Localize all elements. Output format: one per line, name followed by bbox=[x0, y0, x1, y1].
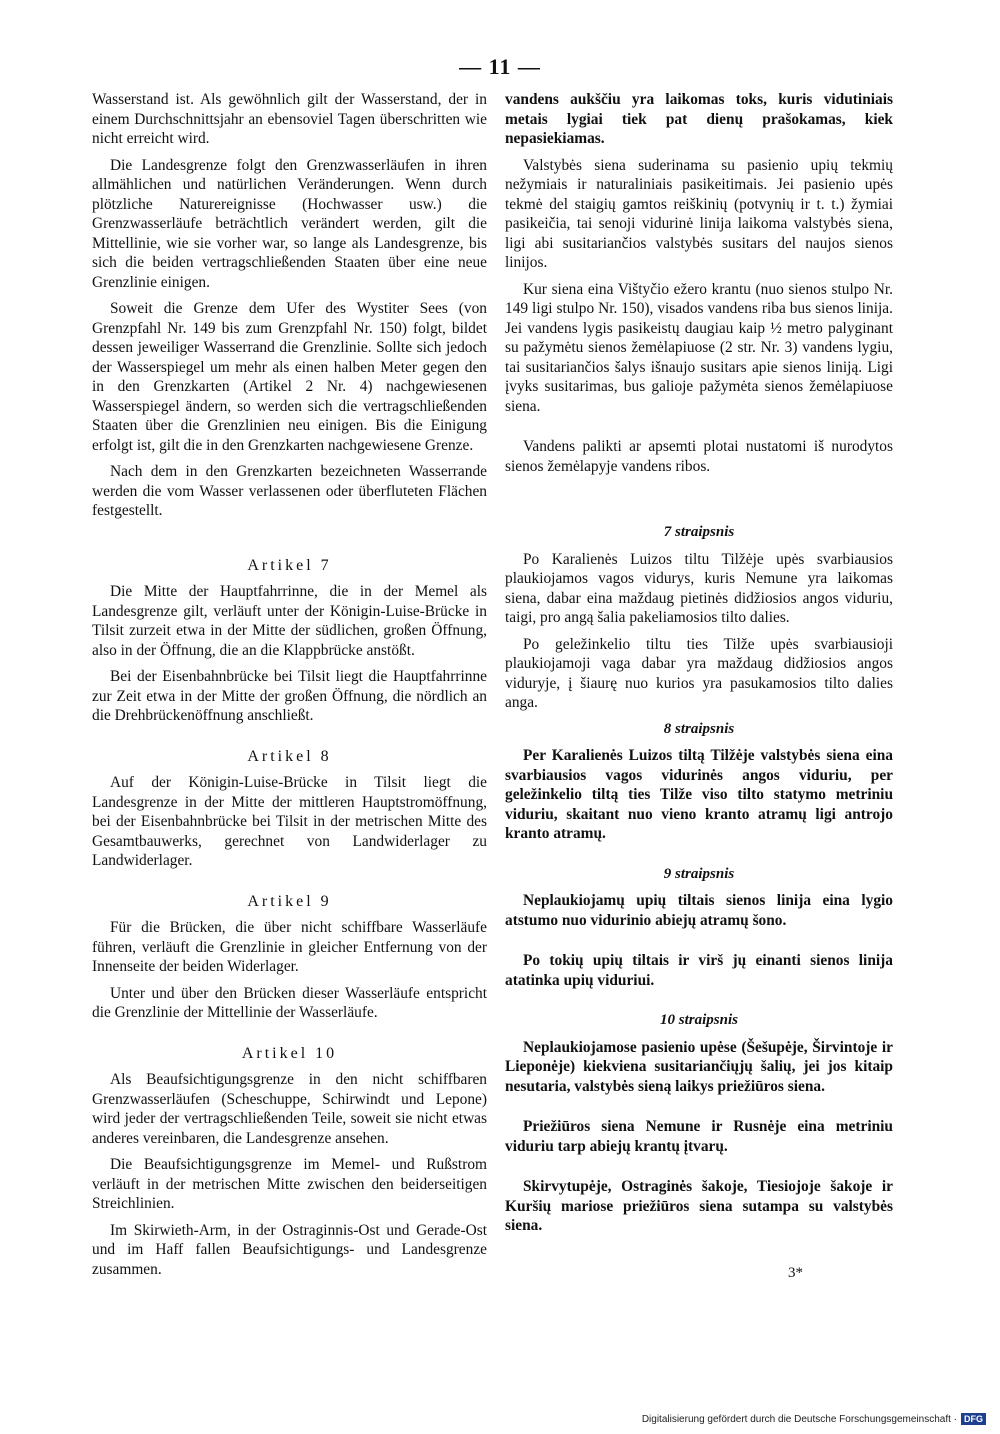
lt-paragraph: Po geležinkelio tiltu ties Tilže upės svarbiausioji plaukiojamoji vaga dabar yra maždaug didžiosios angos viduryje, į šiaurę nuo kurios yra pasukamosios tilto dalies anga. bbox=[505, 635, 893, 711]
lt-article-9-heading: 9 straipsnis bbox=[663, 865, 735, 882]
lithuanian-column bbox=[505, 90, 893, 1243]
lt-article-10-heading: 10 straipsnis bbox=[660, 1012, 738, 1028]
de-paragraph: Wasserstand ist. Als gewöhnlich gilt der Wasserstand, der in einem Durchschnittsjahr an ebensoviel Tagen überschritten wie nicht erreicht wird. bbox=[92, 91, 487, 147]
dfg-logo-icon: DFG bbox=[961, 1413, 986, 1425]
lt-paragraph: vandens aukščiu yra laikomas toks, kuris vidutiniais metais lygiai tiek pat dienų prašokamas, kiek nepasiekiamas. bbox=[505, 91, 893, 147]
lt-paragraph: Po Karalienės Luizos tiltu Tilžėje upės svarbiausios plaukiojamos vagos vidurys, kuris Nemune yra laikomas siena, dabar eina maždaug pietinės didžiosios angos viduriu, taigi, pro angą šalia pakeliamosios tilto dalies. bbox=[505, 550, 893, 626]
page-number: — 11 — bbox=[459, 54, 541, 79]
footer-text: Digitalisierung gefördert durch die Deutsche Forschungsgemeinschaft · bbox=[641, 1413, 957, 1425]
de-paragraph: Nach dem in den Grenzkarten bezeichneten Wasserrande werden die vom Wasser verlassenen oder überfluteten Flächen festgestellt. bbox=[92, 463, 487, 519]
de-paragraph: Unter und über den Brücken dieser Wasserläufe entspricht die Grenzlinie der Mittellinie der Wasserläufe. bbox=[92, 984, 487, 1021]
lt-paragraph: Priežiūros siena Nemune ir Rusnėje eina metriniu viduriu tarp abiejų krantų įtvarų. bbox=[505, 1118, 893, 1155]
lt-paragraph: Valstybės siena suderinama su pasienio upių tekmių nežymiais ir naturaliniais pasikeitimais. Jei pasienio upės tekmė del staigių gamtos reiškinių (potvynių ir t. t.) žymiai pasikeičia, tai senoji vidurinė linija laikoma valstybės siena, ligi abi susitariančios valstybės susitars del naujos sienos linijos. bbox=[505, 156, 893, 271]
de-paragraph: Bei der Eisenbahnbrücke bei Tilsit liegt die Hauptfahrrinne zur Zeit etwa in der Mitte der großen Öffnung, die nördlich an die Drehbrückenöffnung anschließt. bbox=[92, 668, 487, 724]
de-paragraph: Auf der Königin-Luise-Brücke in Tilsit liegt die Landesgrenze in der Mitte der mittleren Hauptstromöffnung, bei der Eisenbahnbrücke bei Tilsit in der metrischen Mitte des Gesamtbauwerks, gerechnet von Landwiderlager zu Landwiderlager. bbox=[92, 774, 487, 869]
de-article-10-heading: Artikel 10 bbox=[241, 1044, 338, 1062]
lt-article-8-heading: 8 straipsnis bbox=[663, 720, 735, 737]
footer-credit bbox=[642, 1413, 986, 1425]
de-paragraph: Als Beaufsichtigungsgrenze in den nicht schiffbaren Grenzwasserläufen (Scheschuppe, Schirwindt und Lepone) wird jeder der vertragschließenden Teile, soweit sie nicht etwas anderes vereinbaren, die Landesgrenze ansehen. bbox=[92, 1071, 487, 1147]
de-article-7-heading: Artikel 7 bbox=[247, 556, 332, 574]
lt-paragraph: Skirvytupėje, Ostraginės šakoje, Tiesiojoje šakoje ir Kuršių mariose priežiūros siena sutampa su valstybės siena. bbox=[505, 1178, 893, 1234]
de-paragraph: Die Mitte der Hauptfahrrinne, die in der Memel als Landesgrenze gilt, verläuft unter der Königin-Luise-Brücke in Tilsit zurzeit etwa in der Mitte der südlichen, großen Öffnung, also in der Öffnung, die an die Klappbrücke anstößt. bbox=[92, 583, 487, 659]
de-paragraph: Soweit die Grenze dem Ufer des Wystiter Sees (von Grenzpfahl Nr. 149 bis zum Grenzpfahl Nr. 150) folgt, bildet dessen jeweiliger Wasserrand die Grenzlinie. Sollte sich jedoch der Wasserspiegel um mehr als einen halben Meter gegen den in den Grenzkarten (Artikel 2 Nr. 4) nachgewiesenen Wasserspiegel ändern, so werden sich die vertragschließenden Staaten über die Grenzlinien neu einigen. Bis die Einigung erfolgt ist, gilt die in den Grenzkarten nachgewiesene Grenze. bbox=[92, 300, 487, 454]
de-paragraph: Die Landesgrenze folgt den Grenzwasserläufen in ihren allmählichen und natürlichen Veränderungen. Wenn durch plötzliche Naturereignisse (Hochwasser usw.) die Grenzwasserläufe beträchtlich verändert werden, gilt die Mittellinie, wie sie vorher war, so lange als Landesgrenze, bis sich die beiden vertragschließenden Staaten über eine neue Grenzlinie einigen. bbox=[92, 156, 487, 291]
german-column bbox=[92, 90, 487, 1286]
de-article-9-heading: Artikel 9 bbox=[247, 892, 332, 910]
sheet-mark: 3* bbox=[788, 1265, 803, 1281]
lt-paragraph: Kur siena eina Vištyčio ežero krantu (nuo sienos stulpo Nr. 149 ligi stulpo Nr. 150), visados vandens riba bus sienos linija. Jei vandens lygis pasikeistų daugiau kaip ½ metro palyginant su pažymėtu sienos žemėlapiuose (2 str. Nr. 3) vandens lygiu, tai susitariančios šalys išnaujo susitars apie sienos liniją. Ligi įvyks susitarimas, bus galioje pažymėta sienos žemėlapiuose siena. bbox=[505, 280, 893, 415]
de-paragraph: Die Beaufsichtigungsgrenze im Memel- und Rußstrom verläuft in der metrischen Mitte zwischen den beiderseitigen Streichlinien. bbox=[92, 1156, 487, 1212]
lt-article-7-heading: 7 straipsnis bbox=[663, 524, 735, 540]
de-paragraph: Für die Brücken, die über nicht schiffbare Wasserläufe führen, verläuft die Grenzlinie in gleicher Entfernung von der Innenseite der beiden Widerlager. bbox=[92, 919, 487, 975]
lt-paragraph: Vandens palikti ar apsemti plotai nustatomi iš nurodytos sienos žemėlapyje vandens ribos. bbox=[505, 438, 893, 475]
lt-paragraph: Neplaukiojamų upių tiltais sienos linija eina lygio atstumo nuo vidurinio abiejų atramų šono. bbox=[505, 892, 893, 929]
lt-paragraph: Per Karalienės Luizos tiltą Tilžėje valstybės siena eina svarbiausios vagos vidurinės angos viduriu, per geležinkelio tiltą ties Tilže viso tilto statymo metriniu viduriu, skaitant nuo vieno kranto atramų ligi antrojo kranto atramų. bbox=[505, 747, 893, 842]
de-paragraph: Im Skirwieth-Arm, in der Ostraginnis-Ost und Gerade-Ost und im Haff fallen Beaufsichtigungs- und Landesgrenze zusammen. bbox=[92, 1221, 487, 1278]
lt-paragraph: Neplaukiojamose pasienio upėse (Šešupėje, Širvintoje ir Lieponėje) kiekviena susitariančiųjų šalių, jei jos kitaip nesutaria, valstybės sieną laikys priežiūros siena. bbox=[505, 1038, 893, 1095]
de-article-8-heading: Artikel 8 bbox=[247, 747, 332, 765]
lt-paragraph: Po tokių upių tiltais ir virš jų einanti sienos linija atatinka upių viduriui. bbox=[505, 952, 893, 989]
